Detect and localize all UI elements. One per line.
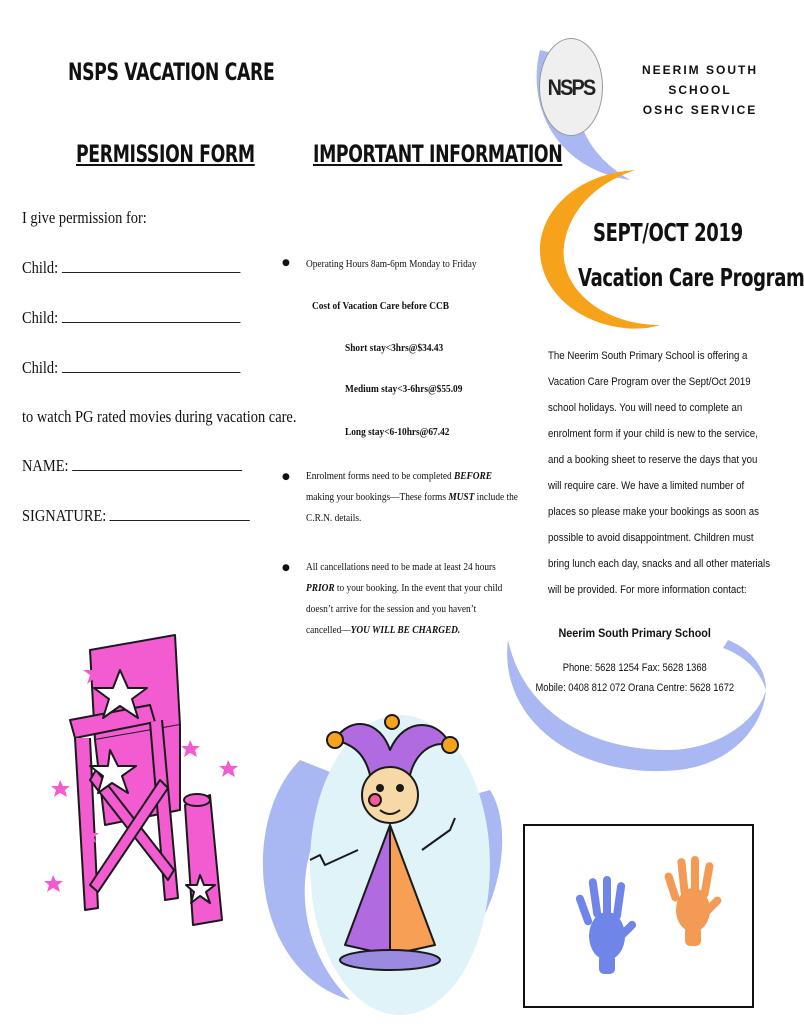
bullet-icon: ● bbox=[282, 563, 290, 573]
form-title: NSPS VACATION CARE bbox=[68, 58, 275, 86]
bullet-icon: ● bbox=[282, 472, 290, 482]
child-field-1[interactable] bbox=[22, 258, 240, 278]
program-title: Vacation Care Program bbox=[578, 263, 804, 292]
cost-heading: Cost of Vacation Care before CCB bbox=[312, 300, 450, 312]
program-description: The Neerim South Primary School is offering a Vacation Care Program over the Sept/Oct 2019 school holidays. You will need to complete an enrolment form if your child is new to the service, and a booking sheet to reserve the days that you will require care. We have a limited number of places so please make your bookings as soon as possible to avoid disappointment. Children must bring lunch each day, snacks and all other materials will be provided. For more information contact: bbox=[548, 350, 771, 596]
orange-swirl-decoration bbox=[520, 165, 770, 345]
form-subtitle: PERMISSION FORM bbox=[76, 140, 255, 168]
child-field-3[interactable] bbox=[22, 358, 240, 378]
bullet-icon: ● bbox=[282, 258, 290, 268]
signature-blank-line bbox=[110, 506, 250, 521]
give-permission-text: I give permission for: bbox=[22, 208, 147, 227]
operating-hours: Operating Hours 8am-6pm Monday to Friday bbox=[306, 258, 477, 270]
contact-phone-fax: Phone: 5628 1254 Fax: 5628 1368 bbox=[562, 662, 707, 674]
nsps-logo: NSPS bbox=[539, 38, 603, 136]
child-field-2[interactable] bbox=[22, 308, 240, 328]
name-field[interactable] bbox=[22, 456, 242, 476]
long-stay-price: Long stay<6-10hrs@67.42 bbox=[345, 426, 450, 438]
contact-mobile: Mobile: 0408 812 072 Orana Centre: 5628 1672 bbox=[535, 682, 735, 694]
child-blank-line bbox=[62, 308, 241, 323]
cancellation-note: All cancellations need to be made at least 24 hours PRIOR to your booking. In the event that your child doesn’t arrive for the session and you haven’t cancelled—YOU WILL BE CHARGED. bbox=[306, 561, 503, 636]
organisation-name: NEERIM SOUTH SCHOOL OSHC SERVICE bbox=[641, 63, 758, 117]
handprints-panel bbox=[523, 824, 754, 1008]
signature-field[interactable] bbox=[22, 506, 250, 526]
program-date: SEPT/OCT 2019 bbox=[593, 218, 743, 247]
jester-illustration bbox=[240, 700, 515, 1020]
handprints-illustration bbox=[525, 826, 752, 1006]
enrolment-note: Enrolment forms need to be completed BEFORE making your bookings—These forms MUST include the C.R.N. details. bbox=[306, 470, 518, 524]
child-label: Child: bbox=[22, 358, 59, 377]
child-label: Child: bbox=[22, 258, 59, 277]
medium-stay-price: Medium stay<3-6hrs@$55.09 bbox=[345, 383, 463, 395]
blue-handprint-icon bbox=[575, 876, 638, 974]
child-blank-line bbox=[62, 258, 241, 273]
child-blank-line bbox=[62, 358, 241, 373]
orange-handprint-icon bbox=[664, 856, 723, 946]
name-blank-line bbox=[72, 456, 242, 471]
child-label: Child: bbox=[22, 308, 59, 327]
watch-pg-text: to watch PG rated movies during vacation care. bbox=[22, 407, 297, 426]
short-stay-price: Short stay<3hrs@$34.43 bbox=[345, 342, 444, 354]
signature-label: SIGNATURE: bbox=[22, 506, 107, 525]
name-label: NAME: bbox=[22, 456, 69, 475]
directors-chair-illustration bbox=[50, 630, 240, 935]
important-info-heading: IMPORTANT INFORMATION bbox=[313, 140, 563, 168]
contact-school-name: Neerim South Primary School bbox=[558, 626, 712, 640]
